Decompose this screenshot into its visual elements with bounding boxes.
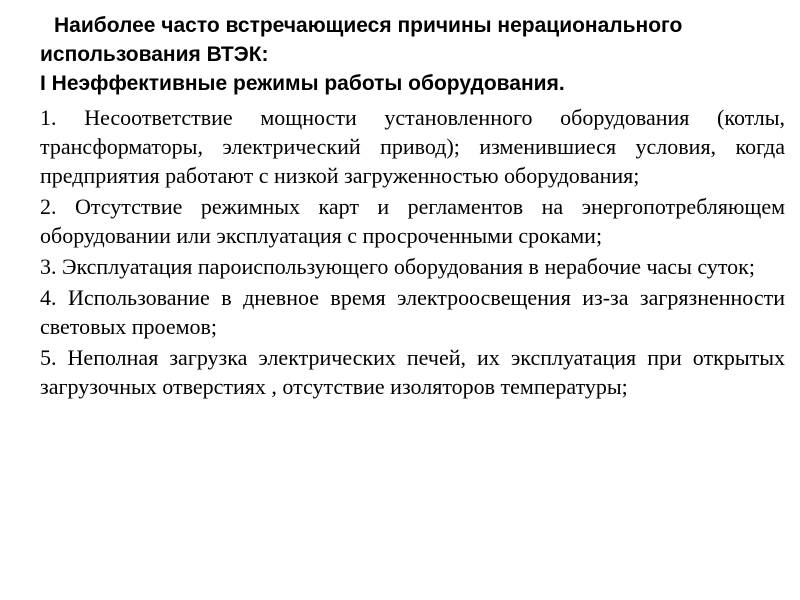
list-item-2	[40, 192, 785, 250]
heading-line-2: использования ВТЭК:	[40, 43, 269, 66]
list-item-3	[40, 252, 785, 281]
list-item-5	[40, 343, 785, 401]
heading-line-1: Наиболее часто встречающиеся причины нерационального	[54, 14, 683, 37]
item-number: 3.	[40, 254, 57, 279]
slide-heading	[40, 11, 780, 98]
item-number: 1.	[40, 105, 57, 130]
reasons-list	[40, 103, 785, 403]
item-text: Неполная загрузка электрических печей, их эксплуатация при открытых загрузочных отверстиях , отсутствие изоляторов температуры;	[40, 345, 785, 399]
item-number: 2.	[40, 194, 57, 219]
item-number: 5.	[40, 345, 57, 370]
heading-line-3: I Неэффективные режимы работы оборудования.	[40, 72, 565, 95]
item-text: Несоответствие мощности установленного оборудования (котлы, трансформаторы, электрический привод); изменившиеся условия, когда предприятия работают с низкой загруженностью оборудования;	[40, 105, 785, 188]
list-item-1	[40, 103, 785, 190]
item-text: Отсутствие режимных карт и регламентов на энергопотребляющем оборудовании или эксплуатация с просроченными сроками;	[40, 194, 786, 248]
list-item-4	[40, 283, 785, 341]
item-number: 4.	[40, 285, 57, 310]
item-text: Использование в дневное время электроосвещения из-за загрязненности световых проемов;	[40, 285, 786, 339]
item-text: Эксплуатация пароиспользующего оборудования в нерабочие часы суток;	[62, 254, 755, 279]
